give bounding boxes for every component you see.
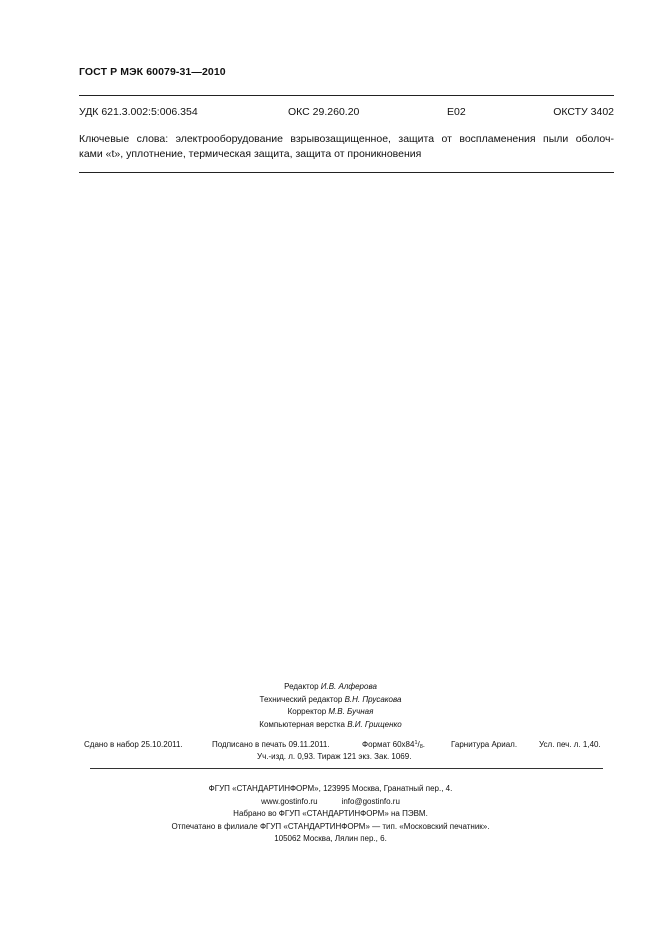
tech-editor-credit <box>0 694 661 707</box>
keywords-line-1: Ключевые слова: электрооборудование взрывозащищенное, защита от воспламенения пыли оболоч- <box>79 133 614 145</box>
udk-code: УДК 621.3.002:5:006.354 <box>79 106 198 118</box>
publisher-email: info@gostinfo.ru <box>341 796 400 806</box>
keywords-line-2: ками «t», уплотнение, термическая защита, защита от проникновения <box>79 148 422 160</box>
printed-note: Отпечатано в филиале ФГУП «СТАНДАРТИНФОРМ» — тип. «Московский печатник». <box>171 821 490 831</box>
editor-name: И.В. Алферова <box>320 682 377 691</box>
category-code: Е02 <box>447 106 466 118</box>
corrector-label: Корректор <box>287 707 327 716</box>
keywords-divider <box>79 172 614 173</box>
format-info: Формат $60х84^1/8$. <box>362 740 426 750</box>
layout-credit <box>0 719 661 732</box>
layout-label: Компьютерная верстка <box>259 719 345 729</box>
format-denominator: 8 <box>419 744 423 750</box>
format-suffix: . <box>422 740 426 749</box>
typeset-note: Набрано во ФГУП «СТАНДАРТИНФОРМ» на ПЭВМ. <box>233 809 428 818</box>
corrector-name: М.В. Бучная <box>328 707 374 716</box>
okstu-code: ОКСТУ 3402 <box>553 106 614 118</box>
top-divider <box>79 95 614 96</box>
publisher-block <box>0 783 661 846</box>
keywords-block <box>79 132 614 162</box>
editor-credit <box>0 681 661 694</box>
publisher-website: www.gostinfo.ru <box>261 796 318 806</box>
format-prefix: Формат 60х84 <box>362 740 415 749</box>
tech-editor-name: В.Н. Прусакова <box>344 694 402 704</box>
signed-date: Подписано в печать 09.11.2011. <box>212 740 330 749</box>
layout-name: В.И. Грищенко <box>347 719 402 729</box>
edition-info: Уч.-изд. л. 0,93. Тираж 121 экз. Зак. 1069. <box>257 752 412 761</box>
format-numerator: 1 <box>414 740 418 746</box>
credits-block <box>0 681 661 731</box>
editor-label: Редактор <box>284 682 319 691</box>
font-info: Гарнитура Ариал. <box>451 740 518 749</box>
oks-code: ОКС 29.260.20 <box>288 106 360 118</box>
printer-address: 105062 Москва, Лялин пер., 6. <box>274 834 387 843</box>
print-sheets: Усл. печ. л. 1,40. <box>539 740 601 749</box>
footer-divider <box>90 768 603 769</box>
submitted-date: Сдано в набор 25.10.2011. <box>84 740 183 749</box>
publisher-address: ФГУП «СТАНДАРТИНФОРМ», 123995 Москва, Гранатный пер., 4. <box>208 784 453 793</box>
tech-editor-label: Технический редактор <box>259 694 343 704</box>
document-title: ГОСТ Р МЭК 60079-31—2010 <box>79 66 226 78</box>
publisher-contacts <box>0 796 661 809</box>
corrector-credit <box>0 706 661 719</box>
